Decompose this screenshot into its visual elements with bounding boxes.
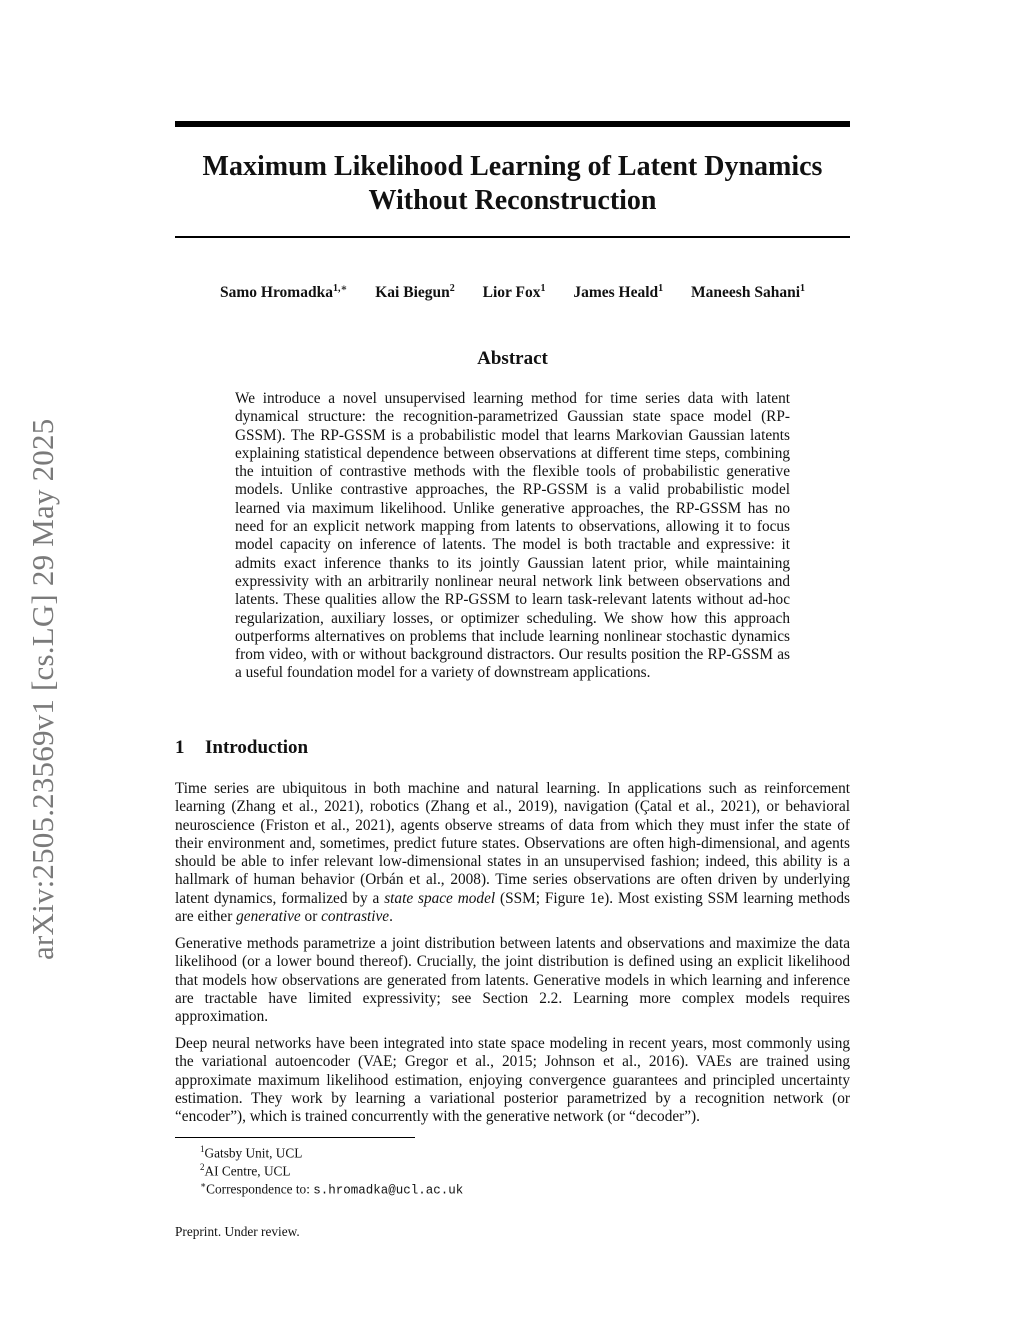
- correspondence-email[interactable]: s.hromadka@ucl.ac.uk: [313, 1183, 464, 1198]
- arxiv-identifier-sidebar: arXiv:2505.23569v1 [cs.LG] 29 May 2025: [25, 418, 60, 960]
- section-heading-introduction: [175, 737, 308, 759]
- paper-title-line-2: Without Reconstruction: [368, 185, 657, 216]
- author-list: [175, 283, 850, 302]
- footnote: $^1$Gatsby Unit, UCL: [200, 1144, 303, 1161]
- section-title: Introduction: [205, 737, 309, 758]
- intro-paragraph-2: Generative methods parametrize a joint distribution between latents and observations and maximize the data likelihood (or a lower bound thereof). Crucially, the joint distribution is defined using an explicit likelihood that models how observations are generated from latents. Generative models in which learning and inference are tractable have limited expressivity; see Section 2.2. Learning more complex models requires approximation.: [175, 935, 850, 1026]
- title-rule-top: [175, 121, 850, 127]
- footnote: $^2$AI Centre, UCL: [200, 1162, 291, 1179]
- footnote-rule: [175, 1137, 415, 1138]
- author: Maneesh Sahani$^1$: [691, 283, 806, 302]
- paper-title-line-1: Maximum Likelihood Learning of Latent Dynamics: [202, 151, 823, 182]
- paper-title: [175, 150, 850, 218]
- author: Samo Hromadka$^{1,∗}$: [219, 283, 348, 302]
- title-rule-bottom: [175, 236, 850, 238]
- footnote-correspondence: ∗Correspondence to: s.hromadka@ucl.ac.uk: [200, 1180, 464, 1198]
- section-number: 1: [175, 737, 185, 758]
- author: Lior Fox$^1$: [482, 283, 546, 302]
- abstract-body: We introduce a novel unsupervised learning method for time series data with latent dynamical structure: the recognition-parametrized Gaussian state space model (RP-GSSM). The RP-GSSM is a probabilistic model that learns Markovian Gaussian latents explaining statistical dependence between observations at different time steps, combining the intuition of contrastive methods with the flexible tools of probabilistic generative models. Unlike contrastive approaches, the RP-GSSM is a valid probabilistic model learned via maximum likelihood. Unlike generative approaches, the RP-GSSM has no need for an explicit network mapping from latents to observations, allowing it to focus model capacity on inference of latents. The model is both tractable and expressive: it admits exact inference thanks to its jointly Gaussian latent prior, while maintaining expressivity with an arbitrarily nonlinear neural network link between observations and latents. These qualities allow the RP-GSSM to learn task-relevant latents without ad-hoc regularization, auxiliary losses, or optimizer scheduling. We show how this approach outperforms alternatives on problems that include learning nonlinear stochastic dynamics from video, with or without background distractors. Our results position the RP-GSSM as a useful foundation model for a variety of downstream applications.: [235, 390, 790, 682]
- abstract-heading: Abstract: [477, 348, 548, 369]
- preprint-note: Preprint. Under review.: [175, 1224, 300, 1239]
- author: James Heald$^1$: [573, 283, 664, 302]
- intro-paragraph-3: Deep neural networks have been integrated into state space modeling in recent years, most commonly using the variational autoencoder (VAE; Gregor et al., 2015; Johnson et al., 2016). VAEs are trained using approximate maximum likelihood estimation, enjoying convergence guarantees and principled uncertainty estimation. They work by learning a variational posterior parametrized by a recognition network (or “encoder”), which is trained concurrently with the generative network (or “decoder”).: [175, 1035, 850, 1126]
- author: Kai Biegun$^2$: [375, 283, 455, 302]
- intro-paragraph-1: Time series are ubiquitous in both machine and natural learning. In applications such as reinforcement learning (Zhang et al., 2021), robotics (Zhang et al., 2019), navigation (Çatal et al., 2021), or behavioral neuroscience (Friston et al., 2021), agents observe streams of data from which they must infer the state of their environment and, sometimes, predict future states. Observations are often high-dimensional, and agents should be able to infer relevant low-dimensional states in an unsupervised fashion; indeed, this ability is a hallmark of human behavior (Orbán et al., 2008). Time series observations are often driven by underlying latent dynamics, formalized by a state space model (SSM; Figure 1e). Most existing SSM learning methods are either generative or contrastive.: [175, 780, 850, 926]
